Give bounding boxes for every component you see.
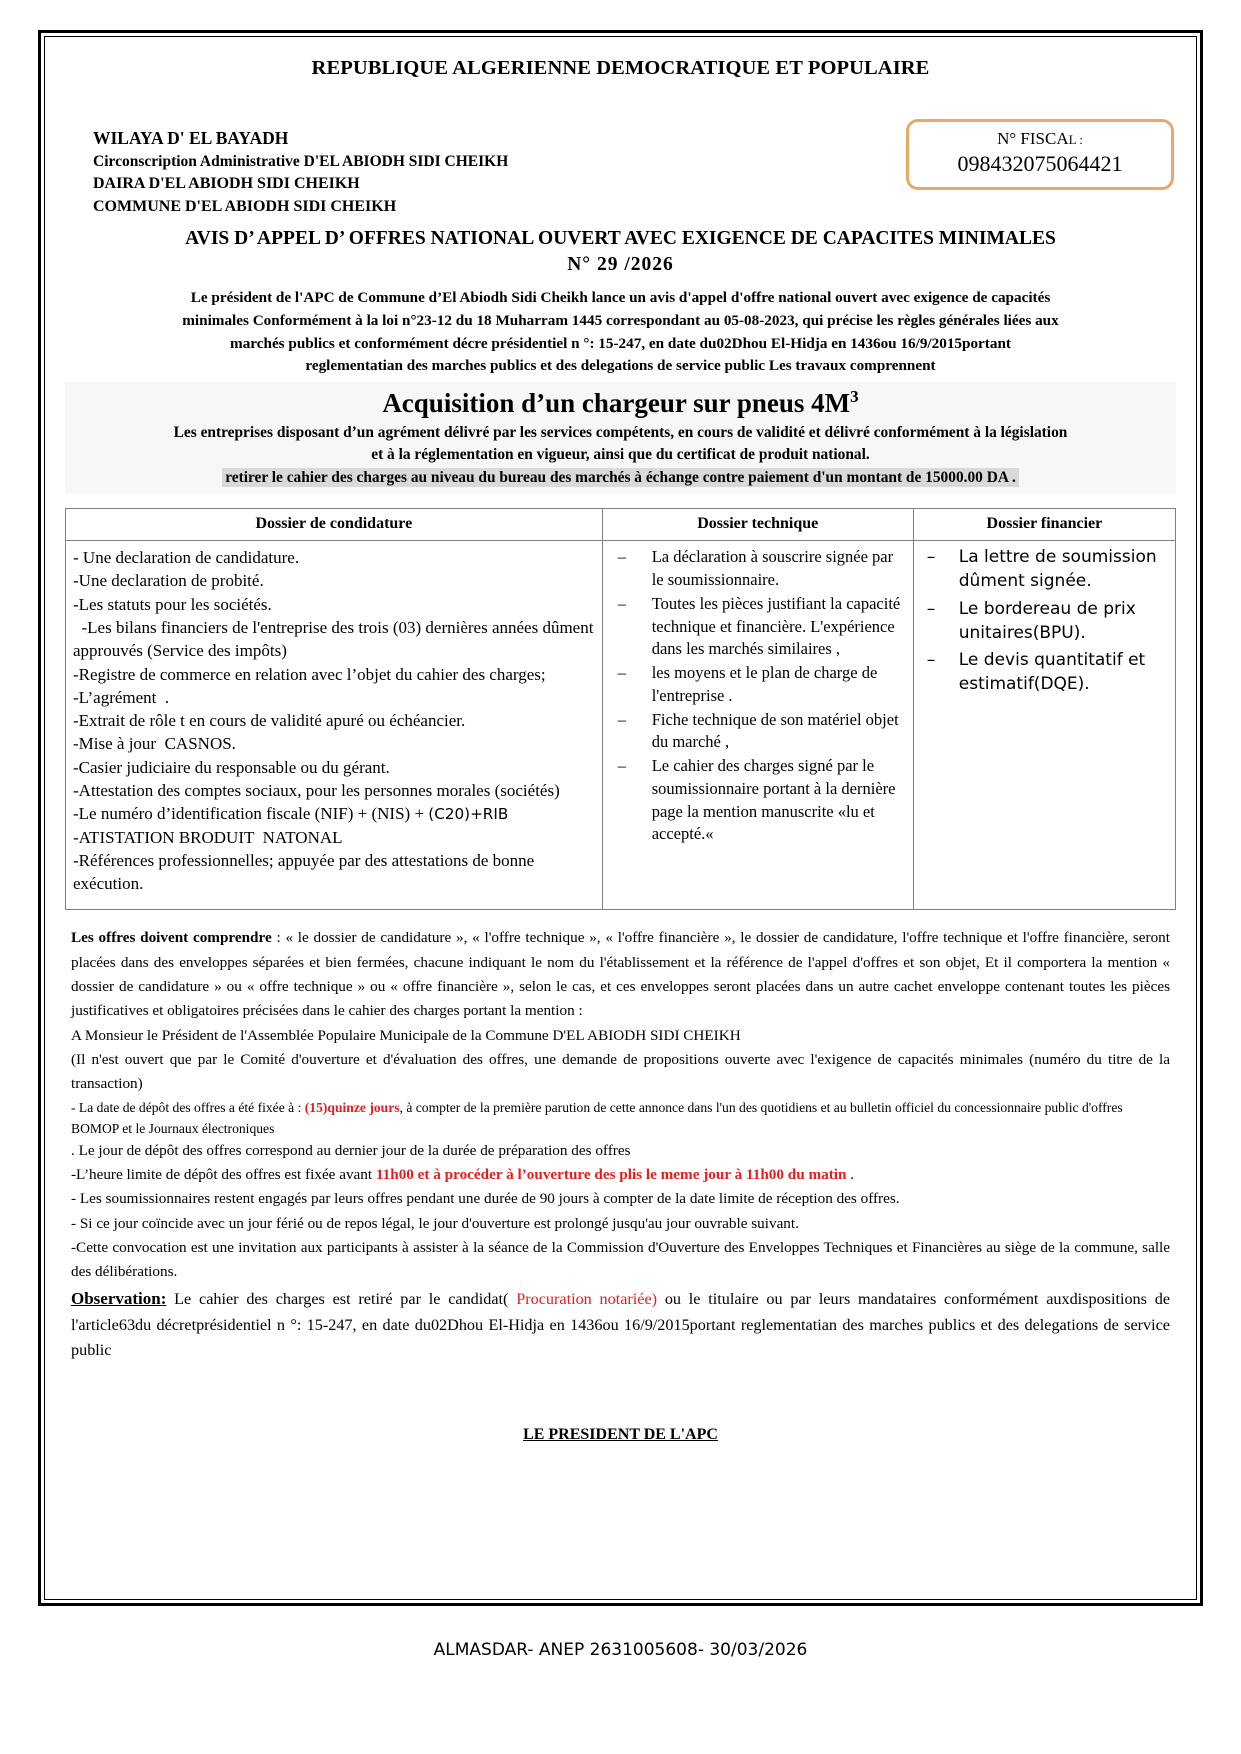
candidature-item: -Les statuts pour les sociétés. [73, 594, 272, 614]
intro-line-3: marchés publics et conformément décre présidentiel n °: 15-247, en date du02Dhou El-Hidja en 1436ou 16/9/2015portant [230, 334, 1011, 352]
observation-highlight: Procuration notariée) [516, 1289, 658, 1308]
deposit-hour-highlight: 11h00 et à procéder à l’ouverture des plis le meme jour à 11h00 du matin [375, 1166, 847, 1184]
list-item: – les moyens et le plan de charge de l'entreprise . [610, 662, 906, 708]
list-item: – Le cahier des charges signé par le soumissionnaire portant à la dernière page la mention manuscrite «lu et accepté.« [610, 755, 906, 846]
list-item: – Le bordereau de prix unitaires(BPU). [921, 598, 1168, 646]
footer-reference: ALMASDAR- ANEP 2631005608- 30/03/2026 [433, 1640, 808, 1660]
intro-line-4: reglementatian des marches publics et des delegations de service public Les travaux comprennent [305, 357, 936, 375]
candidature-item: -Une declaration de probité. [73, 571, 264, 591]
withdrawal-fee-text: retirer le cahier des charges au niveau du bureau des marchés à échange contre paiement d'un montant de 15000.00 DA . [222, 468, 1019, 487]
candidature-item: -Casier judiciaire du responsable ou du gérant. [73, 757, 390, 777]
list-item: – La lettre de soumission dûment signée. [921, 546, 1168, 594]
intro-line-1: Le président de l'APC de Commune d’El Abiodh Sidi Cheikh lance un avis d'appel d'offre national ouvert avec exigence de capacités [190, 288, 1051, 306]
column-header-candidature: Dossier de condidature [66, 509, 603, 541]
cell-dossier-financier [913, 541, 1175, 910]
deposit-duration-highlight: (15)quinze jours [304, 1099, 400, 1115]
candidature-item: -ATISTATION BRODUIT NATONAL [73, 827, 343, 847]
financier-list [915, 546, 1174, 711]
document-page-border [38, 30, 1203, 1606]
deposit-day-line: . Le jour de dépôt des offres correspond au dernier jour de la durée de préparation des offres [71, 1141, 631, 1159]
holiday-line: - Si ce jour coïncide avec un jour férié ou de repos légal, le jour d'ouverture est prolongé jusqu'au jour ouvrable suivant. [71, 1214, 799, 1232]
page-title: REPUBLIQUE ALGERIENNE DEMOCRATIQUE ET POPULAIRE [311, 57, 930, 79]
object-subtext-line-1: Les entreprises disposant d’un agrément délivré par les services compétents, en cours de validité et délivré conformément à la législation [173, 423, 1068, 441]
candidature-item: -Les bilans financiers de l'entreprise des trois (03) dernières années dûment approuvés (Service des impôts) [73, 618, 598, 661]
org-line-commune: COMMUNE D'EL ABIODH SIDI CHEIKH [93, 197, 397, 215]
intro-line-2: minimales Conformément à la loi n°23-12 du 18 Muharram 1445 correspondant au 05-08-2023, qui précise les règles générales liées aux [182, 311, 1059, 329]
fiscal-number-label: N° FISCAL : [997, 129, 1083, 148]
list-item: – Le devis quantitatif et estimatif(DQE). [921, 649, 1168, 697]
deposit-hour-line: -L’heure limite de dépôt des offres est fixée avant 11h00 et à procéder à l’ouverture des plis le meme jour à 11h00 du matin . [71, 1166, 855, 1184]
technique-list [604, 546, 912, 857]
intro-paragraph [65, 287, 1176, 378]
candidature-item: -Références professionnelles; appuyée par des attestations de bonne exécution. [73, 850, 539, 894]
withdrawal-fee-line [65, 469, 1176, 490]
candidature-item: - Une declaration de candidature. [73, 548, 300, 568]
body-conditions [65, 926, 1176, 1364]
tender-notice-number: N° 29 /2026 [567, 253, 674, 275]
candidature-item: -Attestation des comptes sociaux, pour les personnes morales (sociétés) [73, 781, 560, 801]
candidature-nif-code: (C20)+RIB [428, 805, 509, 824]
object-banner [65, 382, 1176, 494]
table-header-row [66, 509, 1176, 541]
table-row [66, 541, 1176, 910]
object-subtext-line-2: et à la réglementation en vigueur, ainsi que du certificat de produit national. [371, 445, 870, 463]
tender-notice-title: AVIS D’ APPEL D’ OFFRES NATIONAL OUVERT AVEC EXIGENCE DE CAPACITES MINIMALES [185, 228, 1056, 250]
convocation-line: -Cette convocation est une invitation aux participants à assister à la séance de la Commission d'Ouverture des Enveloppes Techniques et Financières au siège de la commune, salle des délibérations. [71, 1238, 1170, 1281]
offers-composition-paragraph [71, 926, 1170, 1023]
offers-composition-label: Les offres doivent comprendre [71, 929, 272, 947]
list-item: – La déclaration à souscrire signée par le soumissionnaire. [610, 546, 906, 592]
object-title: Acquisition d’un chargeur sur pneus $4M^3$ [382, 387, 859, 419]
list-item: – Fiche technique de son matériel objet du marché , [610, 709, 906, 755]
fiscal-number-value: 098432075064421 [957, 151, 1123, 177]
cell-dossier-candidature [66, 541, 603, 910]
engagement-line: - Les soumissionnaires restent engagés par leurs offres pendant une durée de 90 jours à compter de la date limite de réception des offres. [71, 1190, 900, 1208]
address-line: A Monsieur le Président de l'Assemblée Populaire Municipale de la Commune D'EL ABIODH SIDI CHEIKH [71, 1026, 741, 1044]
org-line-daira: DAIRA D'EL ABIODH SIDI CHEIKH [93, 174, 360, 192]
document-page [44, 36, 1197, 1600]
committee-line: (Il n'est ouvert que par le Comité d'ouverture et d'évaluation des offres, une demande de propositions ouverte avec l'exigence de capacités minimales (numéro du titre de la transaction) [71, 1050, 1170, 1093]
observation-label: Observation: [71, 1288, 167, 1308]
observation-paragraph: Observation: Le cahier des charges est retiré par le candidat( Procuration notariée) ou le titulaire ou par leurs mandataires conformément auxdispositions de l'article63du décretprésidentiel n °: 15-247, en date du02Dhou El-Hidja en 1436ou 16/9/2015portant reglementatian des marches publics et des delegations de service public [71, 1288, 1171, 1360]
org-line-circonscription: Circonscription Administrative D'EL ABIODH SIDI CHEIKH [93, 152, 509, 170]
org-line-wilaya: WILAYA D' EL BAYADH [93, 128, 289, 148]
cell-dossier-technique [602, 541, 913, 910]
candidature-item: -Mise à jour CASNOS. [73, 734, 236, 754]
signature-block: LE PRESIDENT DE L'APC [523, 1426, 718, 1444]
column-header-financier: Dossier financier [913, 509, 1175, 541]
candidature-item: -Registre de commerce en relation avec l’objet du cahier des charges; [73, 664, 546, 684]
candidature-item: -L’agrément . [73, 687, 170, 707]
deposit-date-line: - La date de dépôt des offres a été fixée à : (15)quinze jours, à compter de la première parution de cette annonce dans l'un des quotidiens et au bulletin officiel du concessionnaire public d'offres BOMOP et le Journaux électroniques [71, 1099, 1123, 1136]
candidature-item: -Extrait de rôle t en cours de validité apuré ou échéancier. [73, 711, 466, 731]
dossiers-table [65, 508, 1176, 910]
fiscal-number-box [906, 119, 1174, 190]
list-item: – Toutes les pièces justifiant la capacité technique et financière. L'expérience dans les marchés similaires , [610, 593, 906, 661]
offers-composition-text: : « le dossier de candidature », « l'offre technique », « l'offre financière », le dossier de candidature, l'offre technique et l'offre financière, seront placées dans des enveloppes séparées et bien fermées, chacune indiquant le nom du l'établissement et la référence de l'appel d'offres et son objet, Et il comportera la mention « dossier de candidature » ou « offre technique » ou « offre financière », selon le cas, et ces enveloppes seront placées dans un autre cachet enveloppe contenant toutes les pièces justificatives et obligatoires précisées dans le cahier des charges portant la mention : [71, 929, 1170, 1020]
object-title-exponent: 3 [850, 387, 859, 407]
column-header-technique: Dossier technique [602, 509, 913, 541]
candidature-item-nif: -Le numéro d’identification fiscale (NIF) + (NIS) + (C20)+RIB [73, 804, 509, 824]
